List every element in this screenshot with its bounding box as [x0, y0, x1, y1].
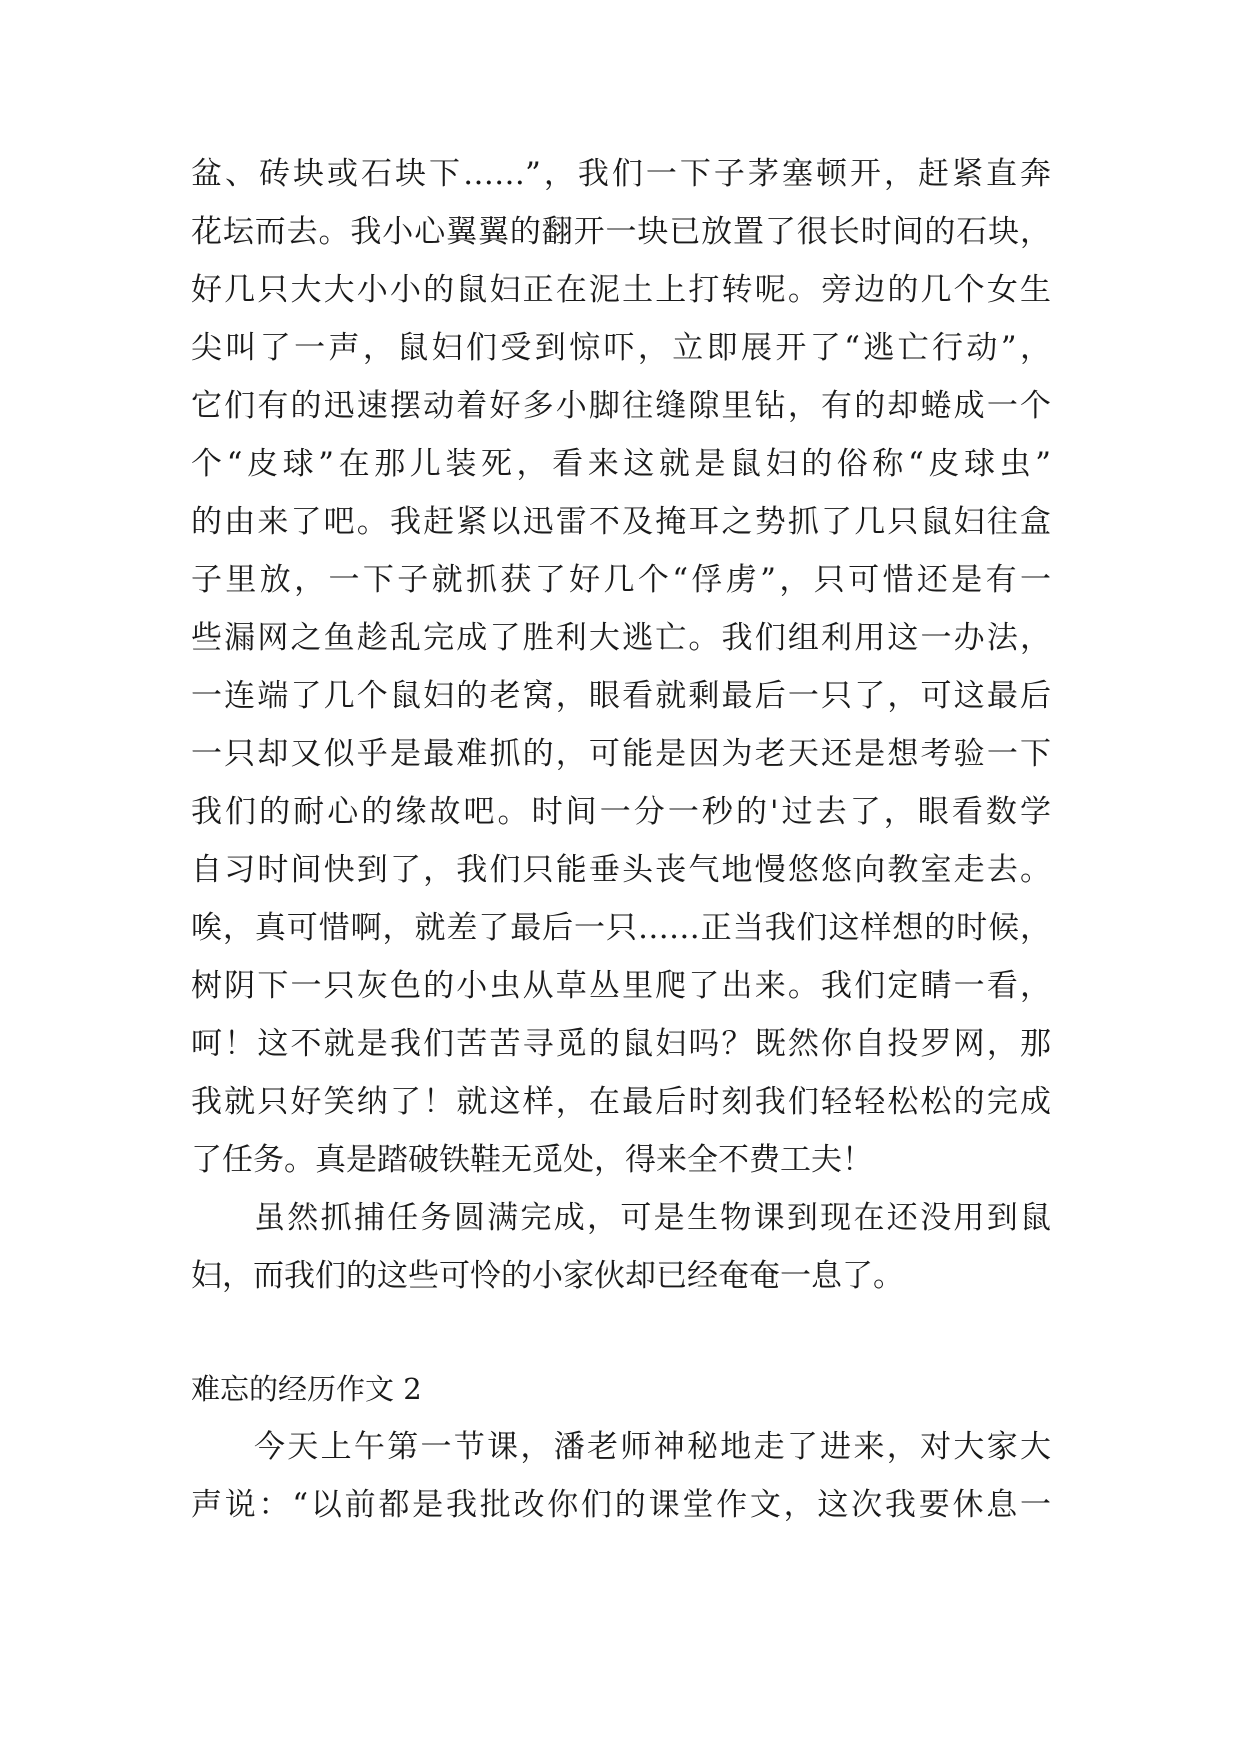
paragraph-line: 花坛而去。我小心翼翼的翻开一块已放置了很长时间的石块，: [191, 214, 1051, 250]
paragraph-line: 它们有的迅速摆动着好多小脚往缝隙里钻，有的却蜷成一个: [191, 388, 1051, 424]
paragraph-line: 一连端了几个鼠妇的老窝，眼看就剩最后一只了，可这最后: [191, 678, 1051, 714]
paragraph-line: 自习时间快到了，我们只能垂头丧气地慢悠悠向教室走去。: [191, 852, 1051, 888]
paragraph-line: 唉，真可惜啊，就差了最后一只……正当我们这样想的时候，: [191, 910, 1051, 946]
paragraph-line: 声说：“以前都是我批改你们的课堂作文，这次我要休息一: [191, 1487, 1051, 1523]
paragraph-line: 尖叫了一声，鼠妇们受到惊吓，立即展开了“逃亡行动”，: [191, 330, 1051, 366]
paragraph-line: 好几只大大小小的鼠妇正在泥土上打转呢。旁边的几个女生: [191, 272, 1051, 308]
paragraph-line: 的由来了吧。我赶紧以迅雷不及掩耳之势抓了几只鼠妇往盒: [191, 504, 1051, 540]
section-heading: 难忘的经历作文 2: [191, 1372, 422, 1406]
paragraph-line: 妇，而我们的这些可怜的小家伙却已经奄奄一息了。: [191, 1258, 904, 1294]
paragraph-line: 我就只好笑纳了！就这样，在最后时刻我们轻轻松松的完成: [191, 1084, 1051, 1120]
paragraph-line: 呵！这不就是我们苦苦寻觅的鼠妇吗？既然你自投罗网，那: [191, 1026, 1051, 1062]
paragraph-line: 虽然抓捕任务圆满完成，可是生物课到现在还没用到鼠: [254, 1200, 1051, 1236]
paragraph-line: 今天上午第一节课，潘老师神秘地走了进来，对大家大: [254, 1429, 1051, 1465]
paragraph-line: 我们的耐心的缘故吧。时间一分一秒的'过去了，眼看数学: [191, 794, 1051, 830]
paragraph-line: 一只却又似乎是最难抓的，可能是因为老天还是想考验一下: [191, 736, 1051, 772]
paragraph-line: 盆、砖块或石块下……”，我们一下子茅塞顿开，赶紧直奔: [191, 156, 1051, 192]
paragraph-line: 个“皮球”在那儿装死，看来这就是鼠妇的俗称“皮球虫”: [191, 446, 1051, 482]
paragraph-line: 些漏网之鱼趁乱完成了胜利大逃亡。我们组利用这一办法，: [191, 620, 1051, 656]
paragraph-line: 树阴下一只灰色的小虫从草丛里爬了出来。我们定睛一看，: [191, 968, 1051, 1004]
paragraph-line: 了任务。真是踏破铁鞋无觅处，得来全不费工夫！: [191, 1142, 873, 1178]
paragraph-line: 子里放，一下子就抓获了好几个“俘虏”，只可惜还是有一: [191, 562, 1051, 598]
